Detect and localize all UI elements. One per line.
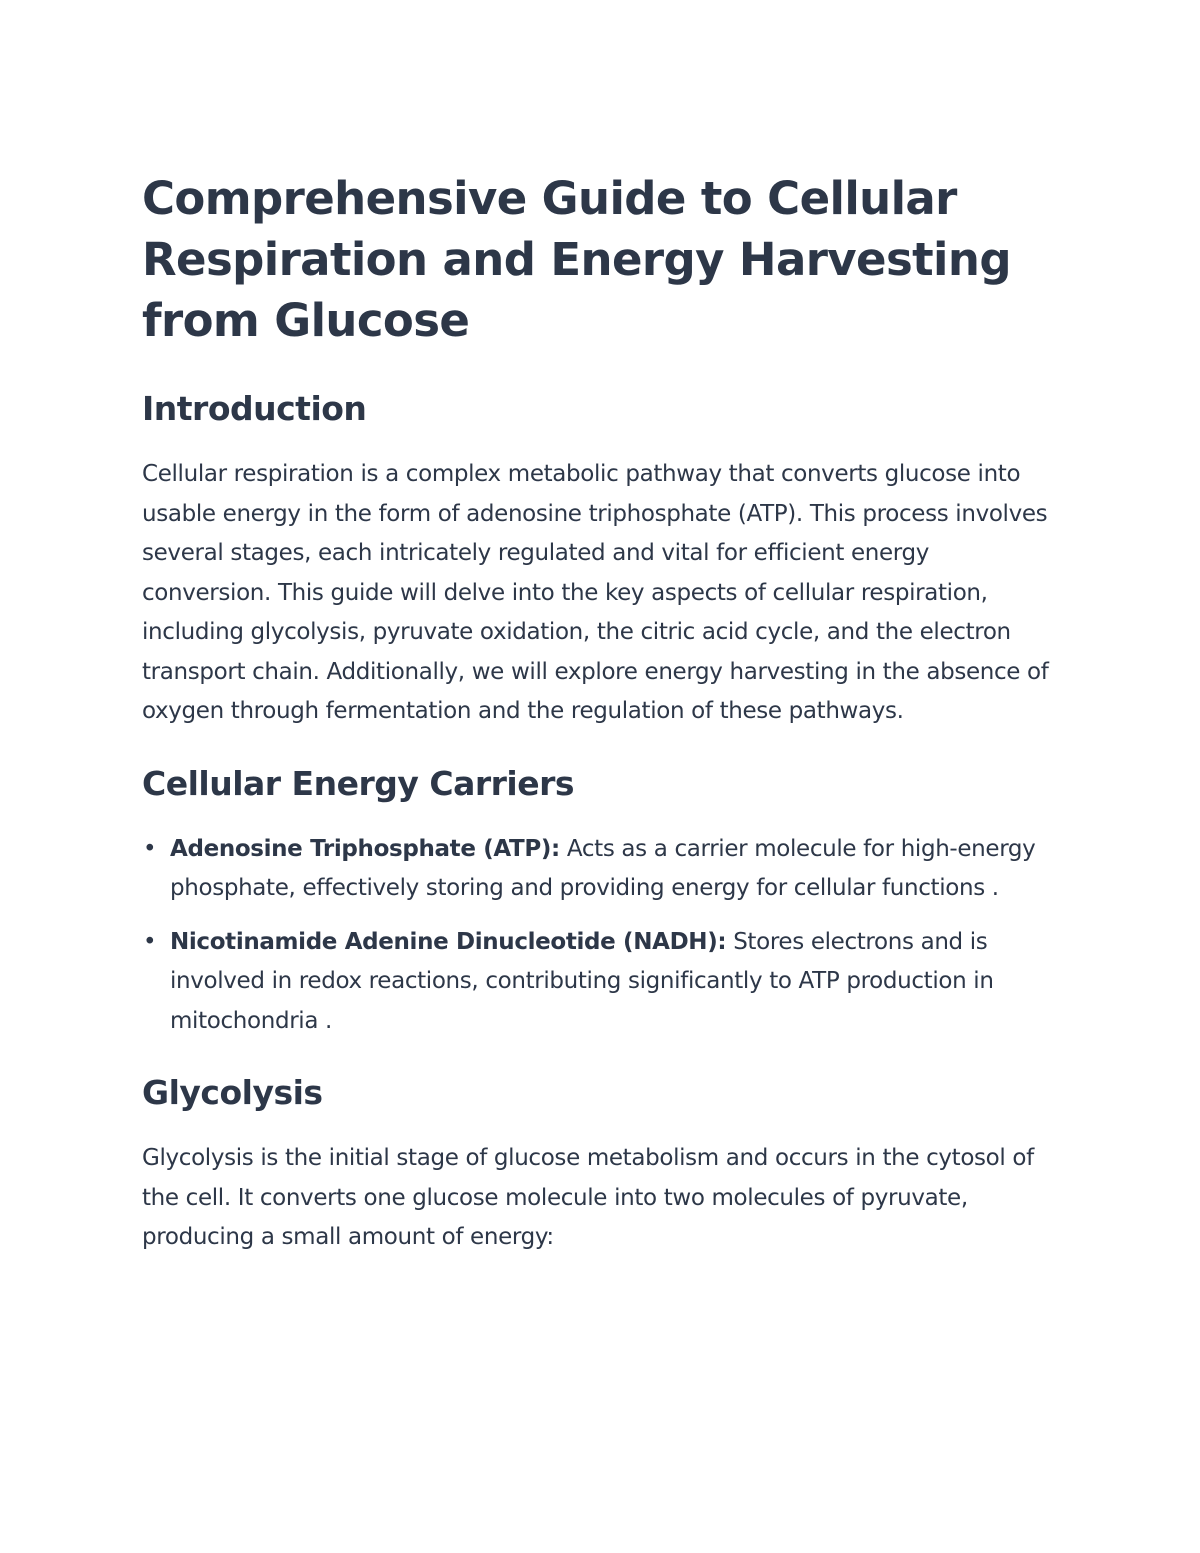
term-atp: Adenosine Triphosphate (ATP): <box>170 835 560 862</box>
term-nadh: Nicotinamide Adenine Dinucleotide (NADH): <box>170 928 727 955</box>
document-page <box>142 168 1062 1258</box>
introduction-paragraph: Cellular respiration is a complex metabolic pathway that converts glucose into usable energy in the form of adenosine triphosphate (ATP). This process involves several stages, each intricately regulated and vital for efficient energy conversion. This guide will delve into the key aspects of cellular respiration, including glycolysis, pyruvate oxidation, the citric acid cycle, and the electron transport chain. Additionally, we will explore energy harvesting in the absence of oxygen through fermentation and the regulation of these pathways. <box>142 461 1049 724</box>
list-item-nadh <box>142 923 1062 1042</box>
list-item-atp <box>142 830 1062 909</box>
description-atp: Acts as a carrier molecule for high-energy phosphate, effectively storing and providing energy for cellular functions . <box>170 835 1036 901</box>
energy-carriers-list <box>142 830 1062 1042</box>
document-title: Comprehensive Guide to Cellular Respiration and Energy Harvesting from Glucose <box>142 172 1011 347</box>
bullet-icon: • <box>143 928 157 955</box>
glycolysis-paragraph: Glycolysis is the initial stage of glucose metabolism and occurs in the cytosol of the cell. It converts one glucose molecule into two molecules of pyruvate, producing a small amount of energy: <box>142 1145 1034 1250</box>
bullet-icon: • <box>143 835 157 862</box>
energy-carriers-heading: Cellular Energy Carriers <box>142 763 575 803</box>
glycolysis-heading: Glycolysis <box>142 1073 323 1112</box>
introduction-heading: Introduction <box>142 389 367 428</box>
description-nadh: Stores electrons and is involved in redox reactions, contributing significantly to ATP production in mitochondria . <box>170 928 994 1034</box>
